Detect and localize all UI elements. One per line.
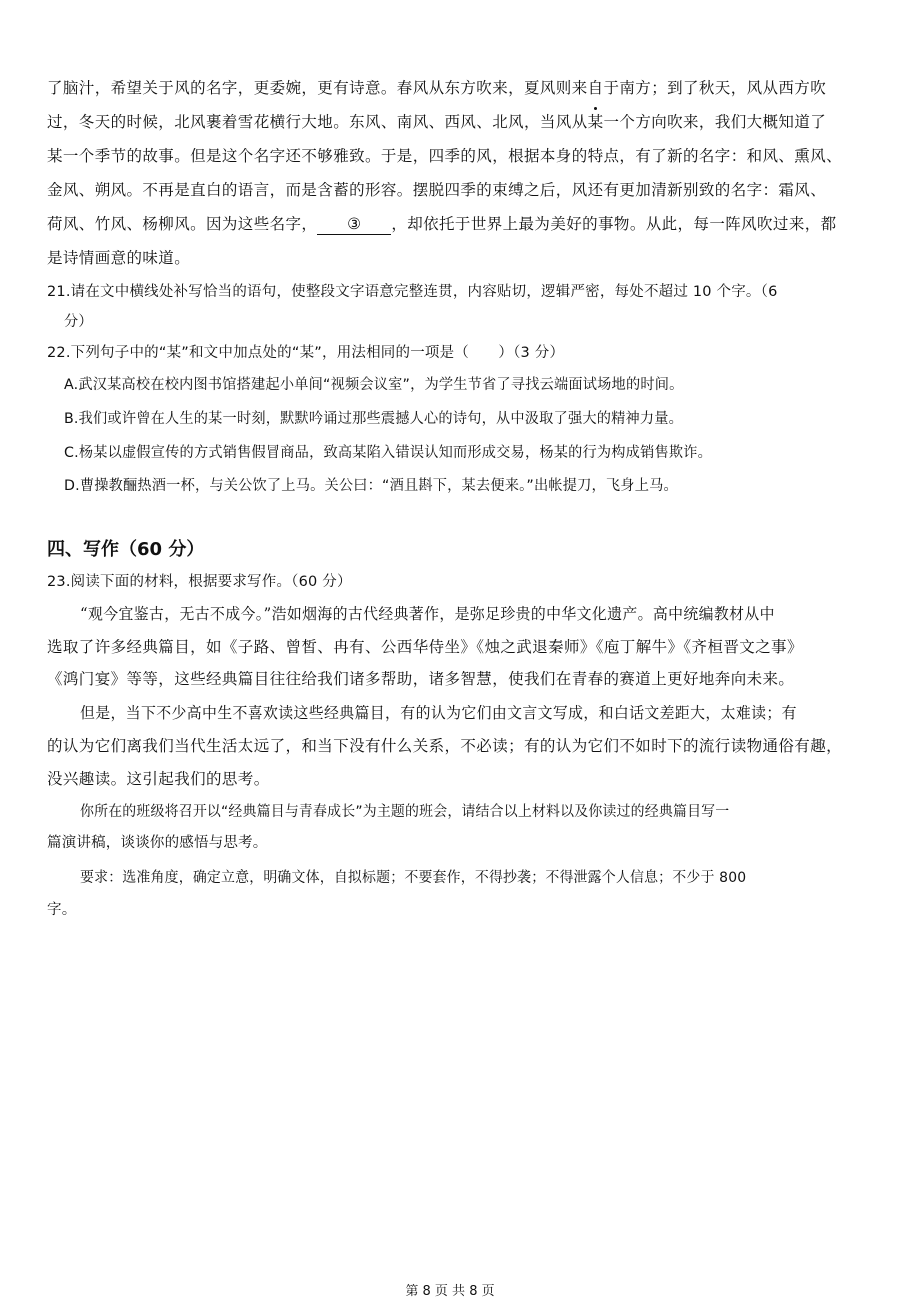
passage-line: 某一个季节的故事。但是这个名字还不够雅致。于是，四季的风，根据本身的特点，有了新的名字：和风、熏风、 <box>47 147 843 165</box>
material-line: 选取了许多经典篇目，如《子路、曾皙、冉有、公西华侍坐》《烛之武退秦师》《庖丁解牛》《齐桓晋文之事》 <box>47 638 803 656</box>
answer-blank: ③ <box>317 215 391 235</box>
task-line: 你所在的班级将召开以“经典篇目与青春成长”为主题的班会，请结合以上材料以及你读过的经典篇目写一 <box>80 804 730 820</box>
option-c: C.杨某以虚假宣传的方式销售假冒商品，致高某陷入错误认知而形成交易，杨某的行为构成销售欺诈。 <box>64 445 713 461</box>
question-stem-continued: 分） <box>64 314 93 330</box>
option-b: B.我们或许曾在人生的某一时刻，默默吟诵过那些震撼人心的诗句，从中汲取了强大的精神力量。 <box>64 411 684 427</box>
material-line: 的认为它们离我们当代生活太远了，和当下没有什么关系，不必读；有的认为它们不如时下的流行读物通俗有趣， <box>47 737 843 755</box>
material-line: 但是，当下不少高中生不喜欢读这些经典篇目，有的认为它们由文言文写成，和白话文差距大，太难读；有 <box>80 704 797 722</box>
material-line: “观今宜鉴古，无古不成今。”浩如烟海的古代经典著作，是弥足珍贵的中华文化遗产。高中统编教材从中 <box>80 605 775 623</box>
page-footer: 第 8 页 共 8 页 <box>405 1284 495 1299</box>
passage-line <box>47 110 857 134</box>
material-line: 没兴趣读。这引起我们的思考。 <box>47 770 270 788</box>
passage-line: 是诗情画意的味道。 <box>47 249 191 267</box>
question-stem: 22.下列句子中的“某”和文中加点处的“某”，用法相同的一项是（ ）（3 分） <box>47 345 565 361</box>
question-stem: 21.请在文中横线处补写恰当的语句，使整段文字语意完整连贯，内容贴切，逻辑严密，每处不超过 10 个字。（6 <box>47 284 778 300</box>
passage-line <box>47 212 857 236</box>
task-line: 篇演讲稿，谈谈你的感悟与思考。 <box>47 835 268 851</box>
dotted-character: 某 <box>588 110 604 134</box>
option-a: A.武汉某高校在校内图书馆搭建起小单间“视频会议室”，为学生节省了寻找云端面试场地的时间。 <box>64 377 684 393</box>
passage-text: 一个方向吹来，我们大概知道了 <box>603 113 827 131</box>
section-heading: 四、写作（60 分） <box>47 539 205 560</box>
passage-line: 金风、朔风。不再是直白的语言，而是含蓄的形容。摆脱四季的束缚之后，风还有更加清新别致的名字：霜风、 <box>47 181 827 199</box>
requirement-line: 要求：选准角度，确定立意，明确文体，自拟标题；不要套作，不得抄袭；不得泄露个人信息；不少于 800 <box>80 870 747 886</box>
question-stem: 23.阅读下面的材料，根据要求写作。（60 分） <box>47 574 352 590</box>
material-line: 《鸿门宴》等等，这些经典篇目往往给我们诸多帮助，诸多智慧，使我们在青春的赛道上更好地奔向未来。 <box>47 670 795 688</box>
requirement-line: 字。 <box>47 902 77 918</box>
passage-text: 过，冬天的时候，北风裹着雪花横行大地。东风、南风、西风、北风，当风从 <box>47 113 588 131</box>
passage-text: 荷风、竹风、杨柳风。因为这些名字， <box>47 215 318 233</box>
option-d: D.曹操教酾热酒一杯，与关公饮了上马。关公曰：“酒且斟下，某去便来。”出帐提刀，飞身上马。 <box>64 478 678 494</box>
passage-text: ，却依托于世界上最为美好的事物。从此，每一阵风吹过来，都 <box>391 215 837 233</box>
passage-line: 了脑汁，希望关于风的名字，更委婉，更有诗意。春风从东方吹来，夏风则来自于南方；到了秋天，风从西方吹 <box>47 79 827 97</box>
